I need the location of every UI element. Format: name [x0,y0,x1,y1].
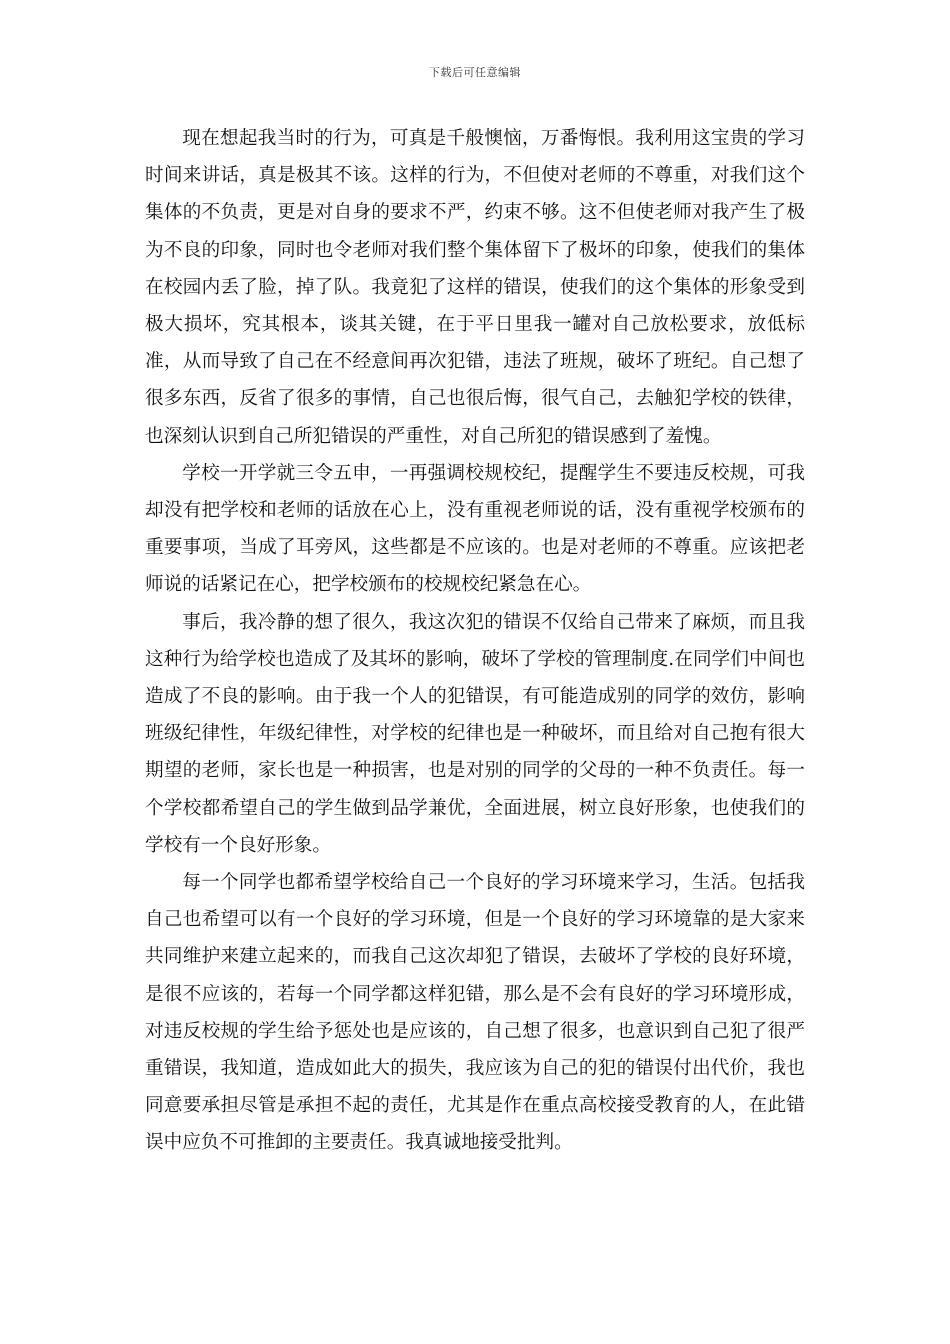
paragraph-4: 每一个同学也都希望学校给自己一个良好的学习环境来学习，生活。包括我自己也希望可以有一个良好的学习环境，但是一个良好的学习环境靠的是大家来共同维护来建立起来的，而我自己这次却犯了错误，去破坏了学校的良好环境，是很不应该的，若每一个同学都这样犯错，那么是不会有良好的学习环境形成，对违反校规的学生给予惩处也是应该的，自己想了很多，也意识到自己犯了很严重错误，我知道，造成如此大的损失，我应该为自己的犯的错误付出代价，我也同意要承担尽管是承担不起的责任，尤其是作在重点高校接受教育的人，在此错误中应负不可推卸的主要责任。我真诚地接受批判。 [145,872,805,1154]
paragraph-2: 学校一开学就三令五申，一再强调校规校纪，提醒学生不要违反校规，可我却没有把学校和老师的话放在心上，没有重视老师说的话，没有重视学校颁布的重要事项，当成了耳旁风，这些都是不应该的。也是对老师的不尊重。应该把老师说的话紧记在心，把学校颁布的校规校纪紧急在心。 [145,462,805,596]
paragraph-1: 现在想起我当时的行为，可真是千般懊恼，万番悔恨。我利用这宝贵的学习时间来讲话，真是极其不该。这样的行为，不但使对老师的不尊重，对我们这个集体的不负责，更是对自身的要求不严，约束不够。这不但使老师对我产生了极为不良的印象，同时也令老师对我们整个集体留下了极坏的印象，使我们的集体在校园内丢了脸，掉了队。我竟犯了这样的错误，使我们的这个集体的形象受到极大损坏，究其根本，谈其关键，在于平日里我一罐对自己放松要求，放低标准，从而导致了自己在不经意间再次犯错，违法了班规，破坏了班纪。自己想了很多东西，反省了很多的事情，自己也很后悔，很气自己，去触犯学校的铁律，也深刻认识到自己所犯错误的严重性，对自己所犯的错误感到了羞愧。 [145,128,805,447]
document-body [145,120,805,1162]
paragraph-3: 事后，我冷静的想了很久，我这次犯的错误不仅给自己带来了麻烦，而且我这种行为给学校也造成了及其坏的影响，破坏了学校的管理制度.在同学们中间也造成了不良的影响。由于我一个人的犯错误，有可能造成别的同学的效仿，影响班级纪律性，年级纪律性，对学校的纪律也是一种破坏，而且给对自己抱有很大期望的老师，家长也是一种损害，也是对别的同学的父母的一种不负责任。每一个学校都希望自己的学生做到品学兼优，全面进展，树立良好形象，也使我们的学校有一个良好形象。 [145,611,805,856]
page-header-note: 下载后可任意编辑 [429,66,521,79]
